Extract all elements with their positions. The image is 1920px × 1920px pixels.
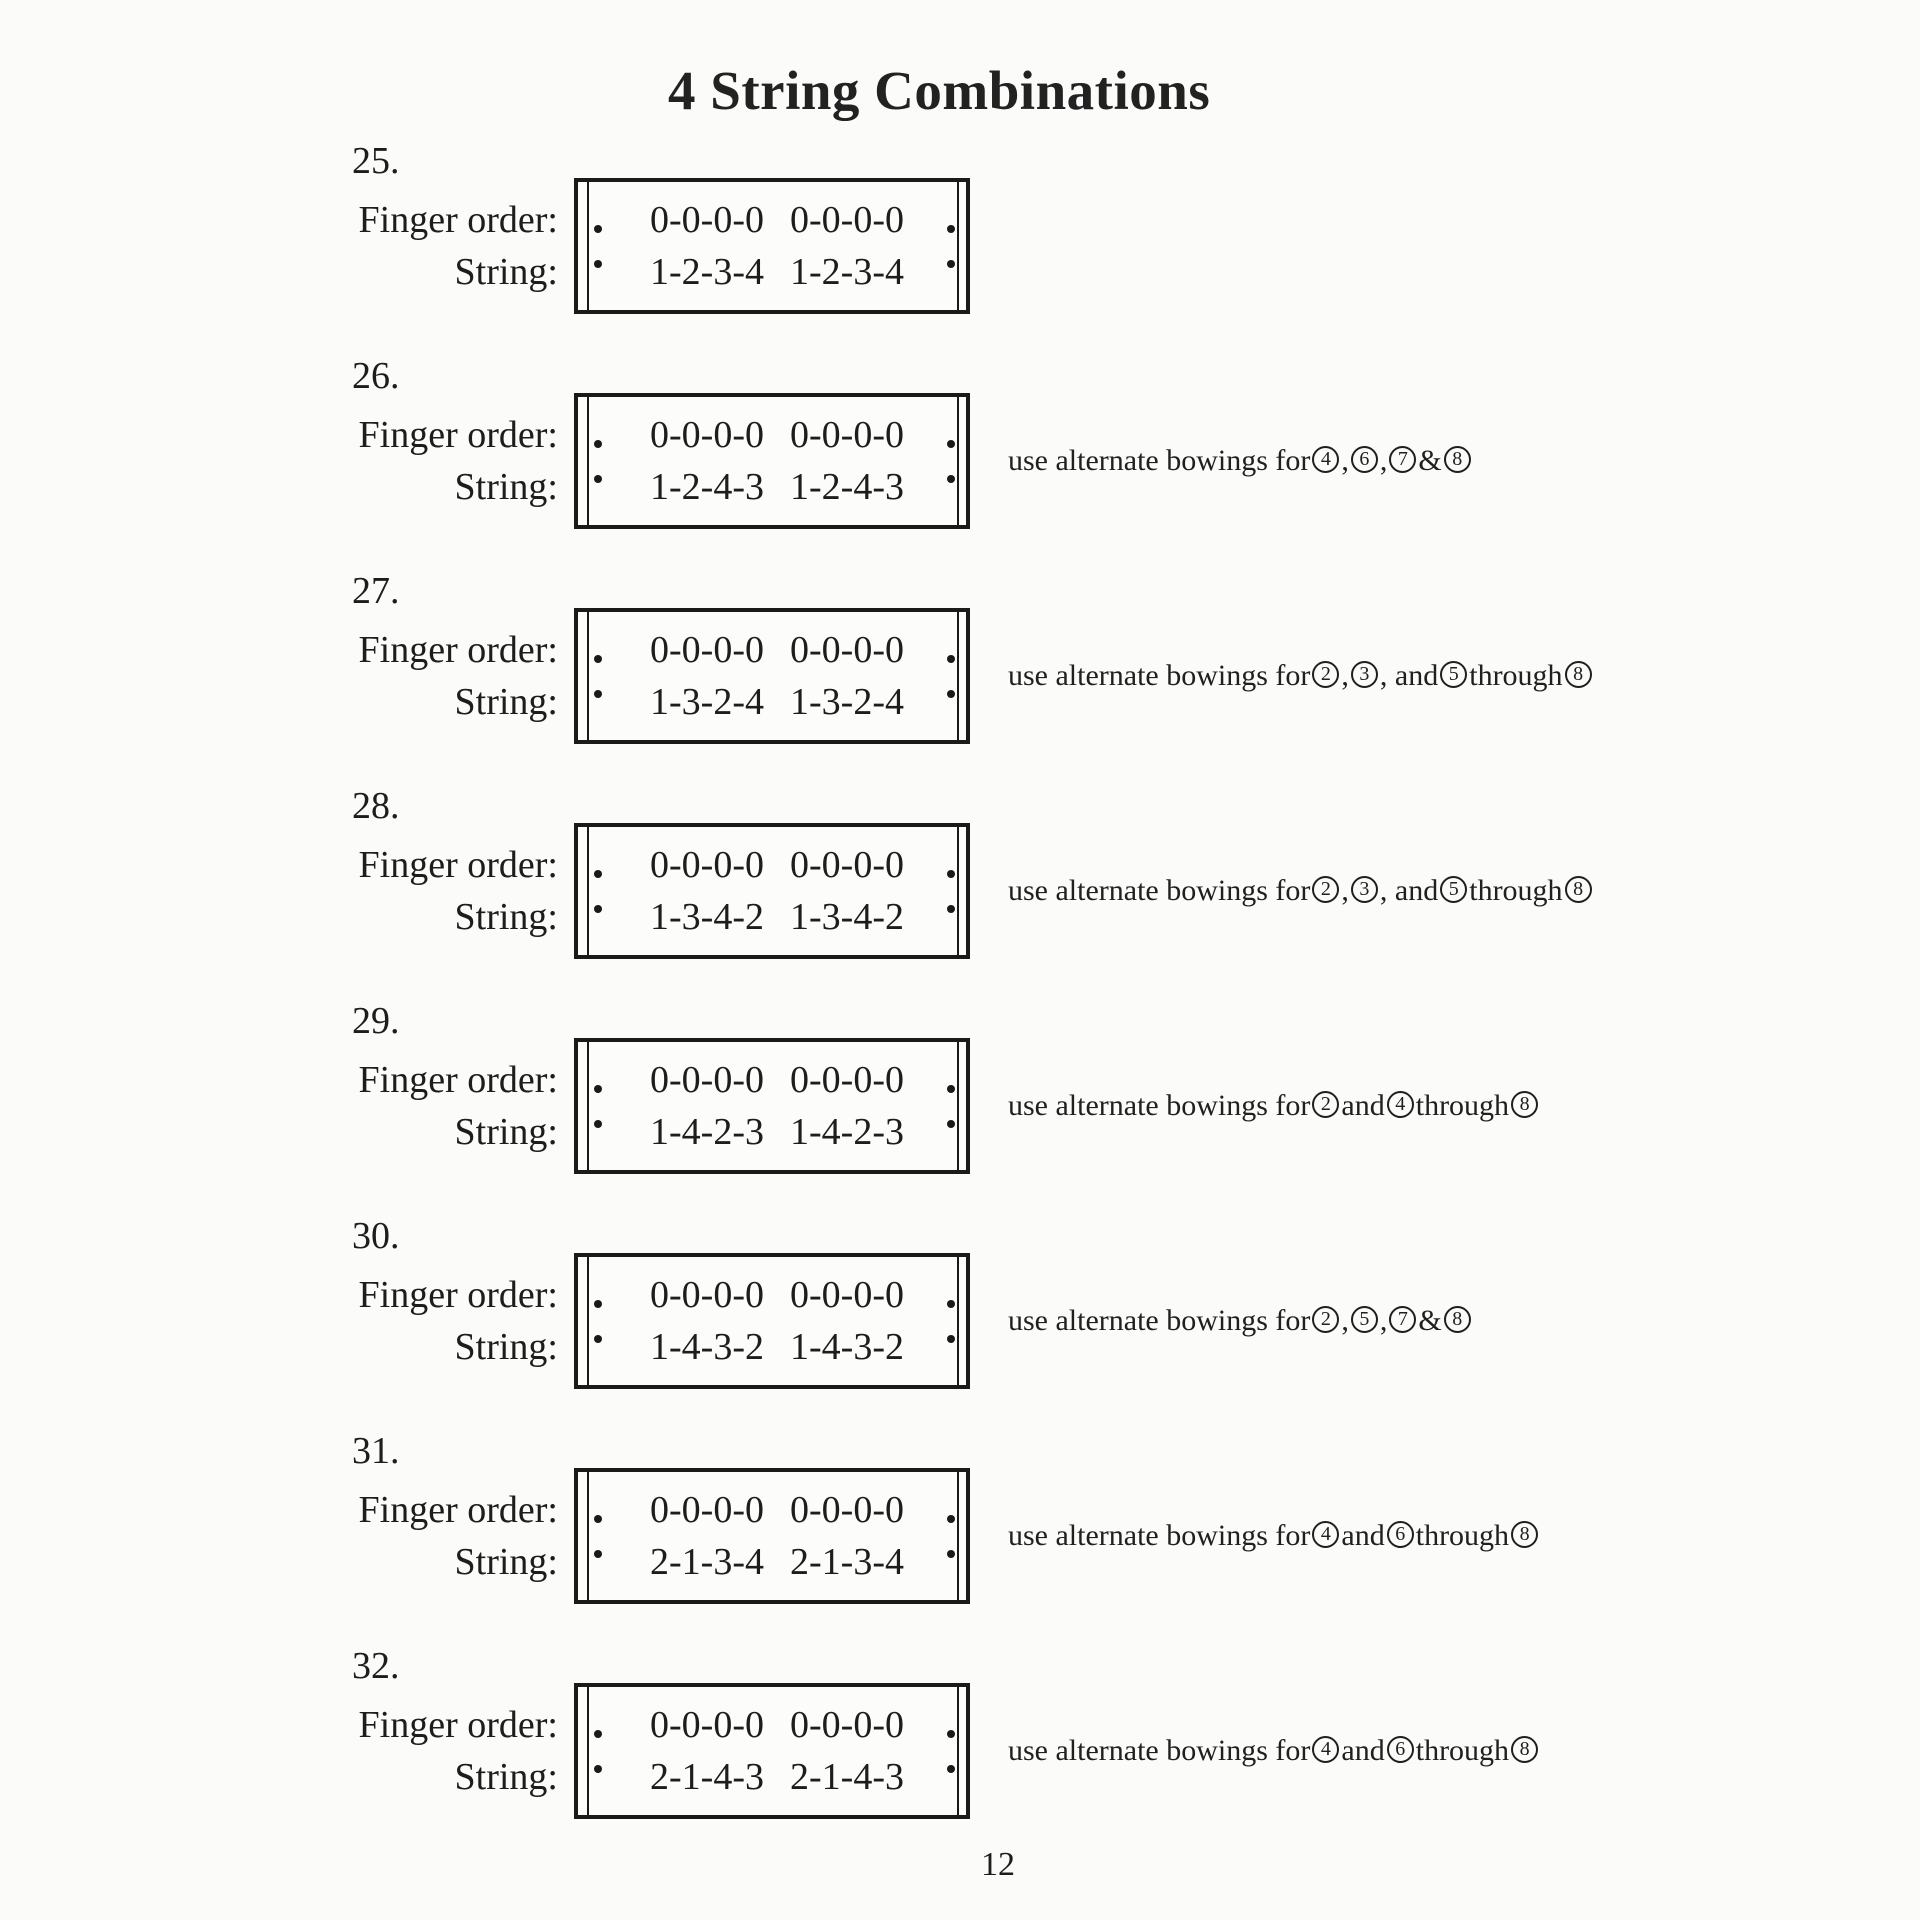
- finger-order-row: [578, 200, 906, 242]
- circled-number: 3: [1351, 661, 1378, 688]
- string-pattern: 1-2-4-3: [790, 466, 904, 508]
- circled-number: 8: [1511, 1091, 1538, 1118]
- finger-pattern: 0-0-0-0: [650, 629, 764, 671]
- repeat-barline-right: [957, 397, 959, 525]
- finger-order-label: Finger order:: [358, 629, 558, 671]
- string-pattern: 1-4-2-3: [650, 1111, 764, 1153]
- exercise-number: 32.: [352, 1645, 400, 1687]
- exercise-labels: [0, 1008, 558, 1224]
- finger-order-label: Finger order:: [358, 199, 558, 241]
- circled-number: 6: [1387, 1736, 1414, 1763]
- repeat-box: [574, 1683, 970, 1819]
- exercise-30: [0, 1215, 1920, 1439]
- circled-number: 4: [1387, 1091, 1414, 1118]
- exercise-number: 25.: [352, 140, 400, 182]
- string-pattern: 1-2-3-4: [650, 251, 764, 293]
- circled-number: 4: [1312, 1521, 1339, 1548]
- string-order-row: [578, 252, 906, 294]
- exercise-labels: [0, 148, 558, 364]
- string-pattern: 1-3-2-4: [650, 681, 764, 723]
- exercise-number: 28.: [352, 785, 400, 827]
- string-pattern: 1-3-2-4: [790, 681, 904, 723]
- exercise-number: 27.: [352, 570, 400, 612]
- exercise-27: [0, 570, 1920, 794]
- string-order-row: [578, 1542, 906, 1584]
- circled-number: 8: [1444, 446, 1471, 473]
- page-number: 12: [981, 1846, 1015, 1883]
- repeat-dot: [947, 1120, 955, 1128]
- repeat-box: [574, 823, 970, 959]
- repeat-barline-right: [957, 182, 959, 310]
- string-label: String:: [454, 1111, 558, 1153]
- repeat-dot: [947, 1765, 955, 1773]
- exercise-labels: [0, 793, 558, 1009]
- finger-order-label: Finger order:: [358, 1274, 558, 1316]
- bowing-note: use alternate bowings for 4 and 6 through 8: [1008, 1683, 1540, 1819]
- finger-pattern: 0-0-0-0: [790, 1489, 904, 1531]
- bowing-note: use alternate bowings for 2 , 3 , and 5 through 8: [1008, 608, 1594, 744]
- exercise-labels: [0, 1223, 558, 1439]
- circled-number: 6: [1387, 1521, 1414, 1548]
- repeat-barline-right: [957, 1472, 959, 1600]
- exercise-labels: [0, 578, 558, 794]
- string-pattern: 1-3-4-2: [790, 896, 904, 938]
- finger-order-label: Finger order:: [358, 1489, 558, 1531]
- exercise-25: [0, 140, 1920, 364]
- string-pattern: 2-1-3-4: [790, 1541, 904, 1583]
- exercise-labels: [0, 1653, 558, 1869]
- finger-pattern: 0-0-0-0: [790, 414, 904, 456]
- repeat-dot: [947, 690, 955, 698]
- string-label: String:: [454, 466, 558, 508]
- string-order-row: [578, 467, 906, 509]
- string-pattern: 2-1-3-4: [650, 1541, 764, 1583]
- exercise-26: [0, 355, 1920, 579]
- string-order-row: [578, 1112, 906, 1154]
- exercise-31: [0, 1430, 1920, 1654]
- circled-number: 5: [1440, 876, 1467, 903]
- string-pattern: 1-2-3-4: [790, 251, 904, 293]
- finger-order-label: Finger order:: [358, 414, 558, 456]
- circled-number: 5: [1351, 1306, 1378, 1333]
- repeat-dot: [947, 1085, 955, 1093]
- repeat-dot: [947, 870, 955, 878]
- string-label: String:: [454, 251, 558, 293]
- finger-order-row: [578, 1490, 906, 1532]
- exercise-labels: [0, 1438, 558, 1654]
- finger-pattern: 0-0-0-0: [790, 629, 904, 671]
- finger-order-row: [578, 1275, 906, 1317]
- string-order-row: [578, 1327, 906, 1369]
- circled-number: 8: [1511, 1521, 1538, 1548]
- repeat-dot: [947, 905, 955, 913]
- string-label: String:: [454, 1756, 558, 1798]
- finger-order-label: Finger order:: [358, 1059, 558, 1101]
- repeat-dot: [947, 225, 955, 233]
- circled-number: 4: [1312, 446, 1339, 473]
- circled-number: 7: [1389, 446, 1416, 473]
- finger-pattern: 0-0-0-0: [650, 1704, 764, 1746]
- repeat-dot: [947, 655, 955, 663]
- finger-order-row: [578, 1060, 906, 1102]
- string-pattern: 2-1-4-3: [650, 1756, 764, 1798]
- exercise-29: [0, 1000, 1920, 1224]
- circled-number: 2: [1312, 876, 1339, 903]
- repeat-barline-right: [957, 612, 959, 740]
- exercise-number: 26.: [352, 355, 400, 397]
- repeat-box: [574, 1468, 970, 1604]
- string-order-row: [578, 897, 906, 939]
- finger-pattern: 0-0-0-0: [650, 199, 764, 241]
- repeat-dot: [947, 260, 955, 268]
- finger-order-row: [578, 415, 906, 457]
- string-pattern: 1-3-4-2: [650, 896, 764, 938]
- string-order-row: [578, 682, 906, 724]
- repeat-dot: [947, 475, 955, 483]
- finger-pattern: 0-0-0-0: [650, 1059, 764, 1101]
- bowing-note: use alternate bowings for 4 , 6 , 7 & 8: [1008, 393, 1473, 529]
- finger-pattern: 0-0-0-0: [650, 844, 764, 886]
- repeat-dot: [947, 1550, 955, 1558]
- exercise-number: 29.: [352, 1000, 400, 1042]
- repeat-box: [574, 393, 970, 529]
- finger-pattern: 0-0-0-0: [790, 844, 904, 886]
- circled-number: 8: [1511, 1736, 1538, 1763]
- string-pattern: 1-2-4-3: [650, 466, 764, 508]
- exercise-number: 30.: [352, 1215, 400, 1257]
- string-pattern: 2-1-4-3: [790, 1756, 904, 1798]
- finger-pattern: 0-0-0-0: [790, 1704, 904, 1746]
- finger-pattern: 0-0-0-0: [790, 1059, 904, 1101]
- finger-pattern: 0-0-0-0: [650, 414, 764, 456]
- repeat-dot: [947, 1730, 955, 1738]
- repeat-dot: [947, 1335, 955, 1343]
- circled-number: 8: [1565, 876, 1592, 903]
- repeat-barline-right: [957, 1257, 959, 1385]
- finger-order-row: [578, 630, 906, 672]
- finger-order-label: Finger order:: [358, 844, 558, 886]
- page-title: 4 String Combinations: [668, 59, 1211, 121]
- finger-order-row: [578, 845, 906, 887]
- string-pattern: 1-4-3-2: [650, 1326, 764, 1368]
- string-pattern: 1-4-2-3: [790, 1111, 904, 1153]
- repeat-box: [574, 608, 970, 744]
- bowing-note: use alternate bowings for 2 , 3 , and 5 through 8: [1008, 823, 1594, 959]
- string-label: String:: [454, 1326, 558, 1368]
- circled-number: 8: [1565, 661, 1592, 688]
- circled-number: 2: [1312, 661, 1339, 688]
- bowing-note: use alternate bowings for 2 and 4 through 8: [1008, 1038, 1540, 1174]
- circled-number: 6: [1351, 446, 1378, 473]
- string-pattern: 1-4-3-2: [790, 1326, 904, 1368]
- finger-pattern: 0-0-0-0: [790, 1274, 904, 1316]
- repeat-barline-right: [957, 827, 959, 955]
- repeat-barline-right: [957, 1687, 959, 1815]
- exercise-labels: [0, 363, 558, 579]
- finger-pattern: 0-0-0-0: [650, 1274, 764, 1316]
- repeat-box: [574, 1038, 970, 1174]
- string-order-row: [578, 1757, 906, 1799]
- circled-number: 3: [1351, 876, 1378, 903]
- string-label: String:: [454, 1541, 558, 1583]
- repeat-barline-right: [957, 1042, 959, 1170]
- repeat-dot: [947, 1300, 955, 1308]
- circled-number: 8: [1444, 1306, 1471, 1333]
- finger-pattern: 0-0-0-0: [790, 199, 904, 241]
- circled-number: 2: [1312, 1091, 1339, 1118]
- repeat-box: [574, 178, 970, 314]
- bowing-note: use alternate bowings for 4 and 6 through 8: [1008, 1468, 1540, 1604]
- bowing-note: use alternate bowings for 2 , 5 , 7 & 8: [1008, 1253, 1473, 1389]
- circled-number: 7: [1389, 1306, 1416, 1333]
- circled-number: 5: [1440, 661, 1467, 688]
- exercise-32: [0, 1645, 1920, 1869]
- finger-order-row: [578, 1705, 906, 1747]
- repeat-box: [574, 1253, 970, 1389]
- finger-order-label: Finger order:: [358, 1704, 558, 1746]
- repeat-dot: [947, 440, 955, 448]
- exercise-number: 31.: [352, 1430, 400, 1472]
- circled-number: 4: [1312, 1736, 1339, 1763]
- repeat-dot: [947, 1515, 955, 1523]
- string-label: String:: [454, 681, 558, 723]
- finger-pattern: 0-0-0-0: [650, 1489, 764, 1531]
- exercise-28: [0, 785, 1920, 1009]
- circled-number: 2: [1312, 1306, 1339, 1333]
- string-label: String:: [454, 896, 558, 938]
